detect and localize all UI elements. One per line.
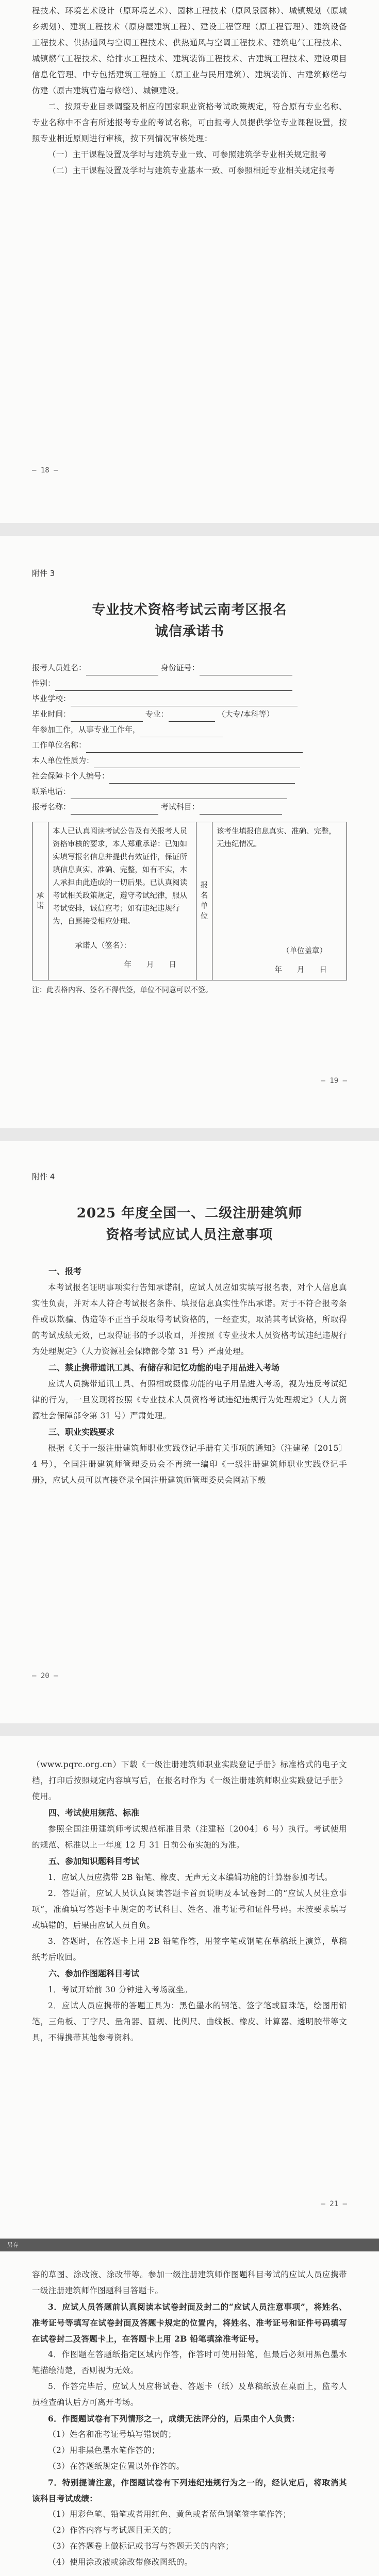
unit-cell <box>212 822 347 980</box>
form-field <box>32 675 347 691</box>
text-paragraph: 根据《关于一级注册建筑师职业实践登记手册有关事项的通知》（注建秘〔2015〕4 号），全国注册建筑师管理委员会不再统一编印《一级注册建筑师职业实践登记手册》，应试人员可以直接登录全国注册建筑师管理委员会网站下载 <box>32 1444 347 1485</box>
field-label: 身份证号： <box>160 663 200 672</box>
page-title <box>32 599 347 642</box>
text-paragraph: 4．作图题在答题纸指定区域内作答，作答时可使用铅笔，但最后必须用黑色墨水笔描绘清楚，否则视为无效。 <box>32 2350 347 2375</box>
field-label: 年参加工作，从事专业工作年， <box>32 725 141 734</box>
title-line: 专业技术资格考试云南考区报名 <box>92 602 287 618</box>
title-line: 资格考试应试人员注意事项 <box>106 1227 273 1243</box>
field-label: 报考名称： <box>32 802 71 811</box>
field-label: 毕业时间： <box>32 709 71 719</box>
form-field <box>32 691 347 706</box>
date-line: 年 月 日 <box>274 966 327 974</box>
field-label: 毕业学校： <box>32 694 71 703</box>
date-line: 年 月 日 <box>124 961 176 969</box>
list-item: （4）使用涂改液或涂改带修改图纸的。 <box>48 2557 193 2567</box>
text-paragraph: 程技术、环境艺术设计（原环境艺术）、园林工程技术（原风景园林）、城镇规划（原城乡规划）、建筑工程技术（原房屋建筑工程）、建设工程管理（原工程管理）、建筑设备工程技术、供热通风与空调工程技术、供热通风与空调工程技术、建筑电气工程技术、城镇燃气工程技术、给排水工程技术、建筑装饰工程技术、古建筑工程技术、建设项目信息化管理、中专包括建筑工程施工（原工业与民用建筑）、建筑装饰、古建筑修缮与仿建（原古建筑营造与修缮）、城镇建设。 <box>32 6 347 95</box>
field-label: 本人单位性质为： <box>32 756 94 765</box>
text-paragraph: 5．作答完毕后，应试人员应将试卷、答题卡（纸）及草稿纸放在桌面上，监考人员检查确认后方可离开考场。 <box>32 2382 347 2407</box>
text-paragraph: 二、按照专业目录调整及相应的国家职业资格考试政策规定，符合原有专业名称、专业名称中不含有所述报考专业的考试名称，可由报考人员提供学位专业课程设置，按照专业相近原则进行审核，按下列情况审核处理： <box>32 102 347 143</box>
form-field <box>32 722 347 737</box>
form-field <box>32 737 347 753</box>
page-number: — 20 — <box>32 1672 58 1680</box>
unit-verification-text: 该考生填报信息真实、准确、完整，无违纪情况。 <box>217 827 336 849</box>
section-heading: 四、考试使用规范、标准 <box>48 1808 140 1818</box>
title-line: 诚信承诺书 <box>154 624 224 639</box>
page-number: — 19 — <box>321 1077 347 1085</box>
document-page-22 <box>0 2251 379 2576</box>
form-field <box>32 768 347 784</box>
document-page-21 <box>0 1736 379 2239</box>
form-field <box>32 660 347 675</box>
field-label: 工作单位名称： <box>32 740 87 750</box>
form-field <box>32 784 347 799</box>
unit-seal-label: （单位盖章） <box>282 947 327 955</box>
annex-label: 附件 4 <box>32 1172 55 1181</box>
list-item: （1）姓名和准考证号填写错误的； <box>48 2430 176 2439</box>
footnote: 注：此表格内容、签名不得代签，单位不同意可以不签。 <box>32 986 212 994</box>
field-label: 社会保障卡个人编号： <box>32 771 110 781</box>
page-number: — 18 — <box>32 466 58 474</box>
document-page-19 <box>0 536 379 1128</box>
section-heading: 一、报考 <box>48 1266 82 1276</box>
text-paragraph: 1．考试开始前 30 分钟进入考场就坐。 <box>48 1985 192 1994</box>
text-paragraph: 2．答题前，应试人员认真阅读答题卡首页说明及本试卷封二的“应试人员注意事项”，准确填写答题卡中规定的考试科目、姓名、准考证号和证件号码。未按要求填写或填错的，后果由应试人员自负。 <box>32 1889 347 1930</box>
document-page-18 <box>0 0 379 523</box>
list-item: （2）作答内容与考试题目无关的； <box>48 2526 176 2535</box>
list-item: （3）在答题纸规定位置以外作答的。 <box>48 2462 185 2471</box>
text-paragraph: 本考试报名证明事项实行告知承诺制，应试人员应如实填写报名表，对个人信息真实性负责，并对本人符合考试报名条件、填报信息真实性作出承诺。对于不符合报考条件或以欺骗、伪造等不正当手段取得考试资格的，一经查实，取消其考试资格，所取得的考试成绩无效，已取得证书的予以收回，并按照《专业技术人员资格考试违纪违规行为处理规定》（人力资源社会保障部令第 31 号）严肃处理。 <box>32 1283 347 1356</box>
pledge-text: 本人已认真阅读考试公告及有关报考人员资格审核的要求，本人郑重承诺：已知如实填写报名信息并提供有效证件，保证所填信息真实、准确、完整，如有不实，本人承担由此造成的一切后果。已认真阅读考试相关政策规定，遵守考试纪律，服从考试安排，诚信应考；如有违纪违规行为，自愿接受相应处理。 <box>53 827 187 926</box>
annex-label: 附件 3 <box>32 569 55 578</box>
list-item: （1）用彩色笔、铅笔或者用红色、黄色或者蓝色钢笔签字笔作答； <box>48 2510 291 2519</box>
section-heading: 六、参加作图题科目考试 <box>48 1969 140 1978</box>
section-heading: 三、职业实践要求 <box>48 1427 115 1437</box>
text-paragraph: （二）主干课程设置及学时与建筑专业基本一致、可参照相近专业相关规定报考 <box>48 166 335 175</box>
text-paragraph: 容的草图、涂改液、涂改带等。参加一级注册建筑师作图题科目考试的应试人员应携带一级注册建筑师作图题科目答题卡。 <box>32 2270 347 2295</box>
page-title <box>32 1202 347 1246</box>
text-paragraph: 应试人员携带通讯工具、有照相或摄像功能的电子用品进入考场，视为违反考试纪律的行为，一旦发现将按照《专业技术人员资格考试违纪违规行为处理规定》（人力资源社会保障部令第 31 号）严肃处理。 <box>32 1379 347 1420</box>
section-heading: 五、参加知识题科目考试 <box>48 1856 140 1866</box>
field-label: 考试科目： <box>160 802 200 811</box>
text-paragraph: 参照全国注册建筑师考试规范标准目录（注建秘〔2004〕6 号）执行。考试使用的规范、标准以上一年度 12 月 31 日前公布实施的为准。 <box>32 1824 347 1850</box>
list-item: （2）用非黑色墨水笔作答的； <box>48 2446 160 2455</box>
unit-column-label: 报名单位 <box>196 822 212 980</box>
field-label: 性别： <box>32 679 56 688</box>
form-field <box>32 706 347 722</box>
field-label: 专业： <box>145 709 169 719</box>
text-paragraph: （www.pqrc.org.cn）下载《一级注册建筑师职业实践登记手册》标准格式的电子文档，打印后按照规定内容填写后，在报名时作为《一级注册建筑师职业实践登记手册》使用。 <box>32 1760 347 1801</box>
section-heading: 6．作图题试卷有下列情形之一，成绩无法评分的，后果由个人负责： <box>48 2414 300 2424</box>
section-heading: 7．特别提请注意，作图题试卷有下列违纪违规行为之一的，经认定后，将取消其该科目考试成绩： <box>32 2478 347 2503</box>
text-paragraph: 3．答题时，在答题卡上用 2B 铅笔作答，用签字笔或钢笔在草稿纸上演算，草稿纸考后收回。 <box>32 1937 347 1962</box>
section-heading: 二、禁止携带通讯工具、有储存和记忆功能的电子用品进入考场 <box>48 1363 280 1372</box>
pledge-cell <box>48 822 196 980</box>
document-page-20 <box>0 1141 379 1723</box>
field-label: （大专/本科等） <box>217 709 274 719</box>
form-field <box>32 799 347 815</box>
pledge-table <box>32 822 347 980</box>
form-field <box>32 753 347 768</box>
pledge-column-label: 承诺 <box>32 822 48 980</box>
text-paragraph: 1．应试人员应携带 2B 铅笔、橡皮、无声无文本编辑功能的计算器参加考试。 <box>48 1873 333 1882</box>
field-label: 报考人员姓名： <box>32 663 87 672</box>
text-paragraph: （一）主干课程设置及学时与建筑专业一致、可参照建筑学专业相关规定报考 <box>48 150 327 159</box>
text-paragraph: 3．应试人员答题前认真阅读本试卷封面及封二的“应试人员注意事项”，将姓名、准考证号等填写在试卷封面及答题卡规定的位置内，将姓名、准考证号和证件号码填写在试卷封二及答题卡上，在答题卡上用 2B 铅笔填涂准考证号。 <box>32 2302 347 2344</box>
list-item: （3）在答题卷上做标记或书写与答题无关的内容； <box>48 2541 234 2551</box>
signature-line: 承诺人（签名）： <box>75 942 131 950</box>
page-number: — 21 — <box>321 2200 347 2208</box>
field-label: 联系电话： <box>32 787 71 796</box>
text-paragraph: 2．应试人员应携带的答题工具为：黑色墨水的钢笔、签字笔或圆珠笔，绘图用铅笔，三角板、丁字尺、量角器、圆规、比例尺、曲线板、橡皮、计算器、透明胶带等文具，不得携带其他参考资料。 <box>32 2001 347 2042</box>
viewer-toolbar-strip <box>0 2239 379 2251</box>
title-line: 2025 年度全国一、二级注册建筑师 <box>76 1206 303 1221</box>
toolbar-label[interactable]: 另存 <box>7 2242 19 2248</box>
